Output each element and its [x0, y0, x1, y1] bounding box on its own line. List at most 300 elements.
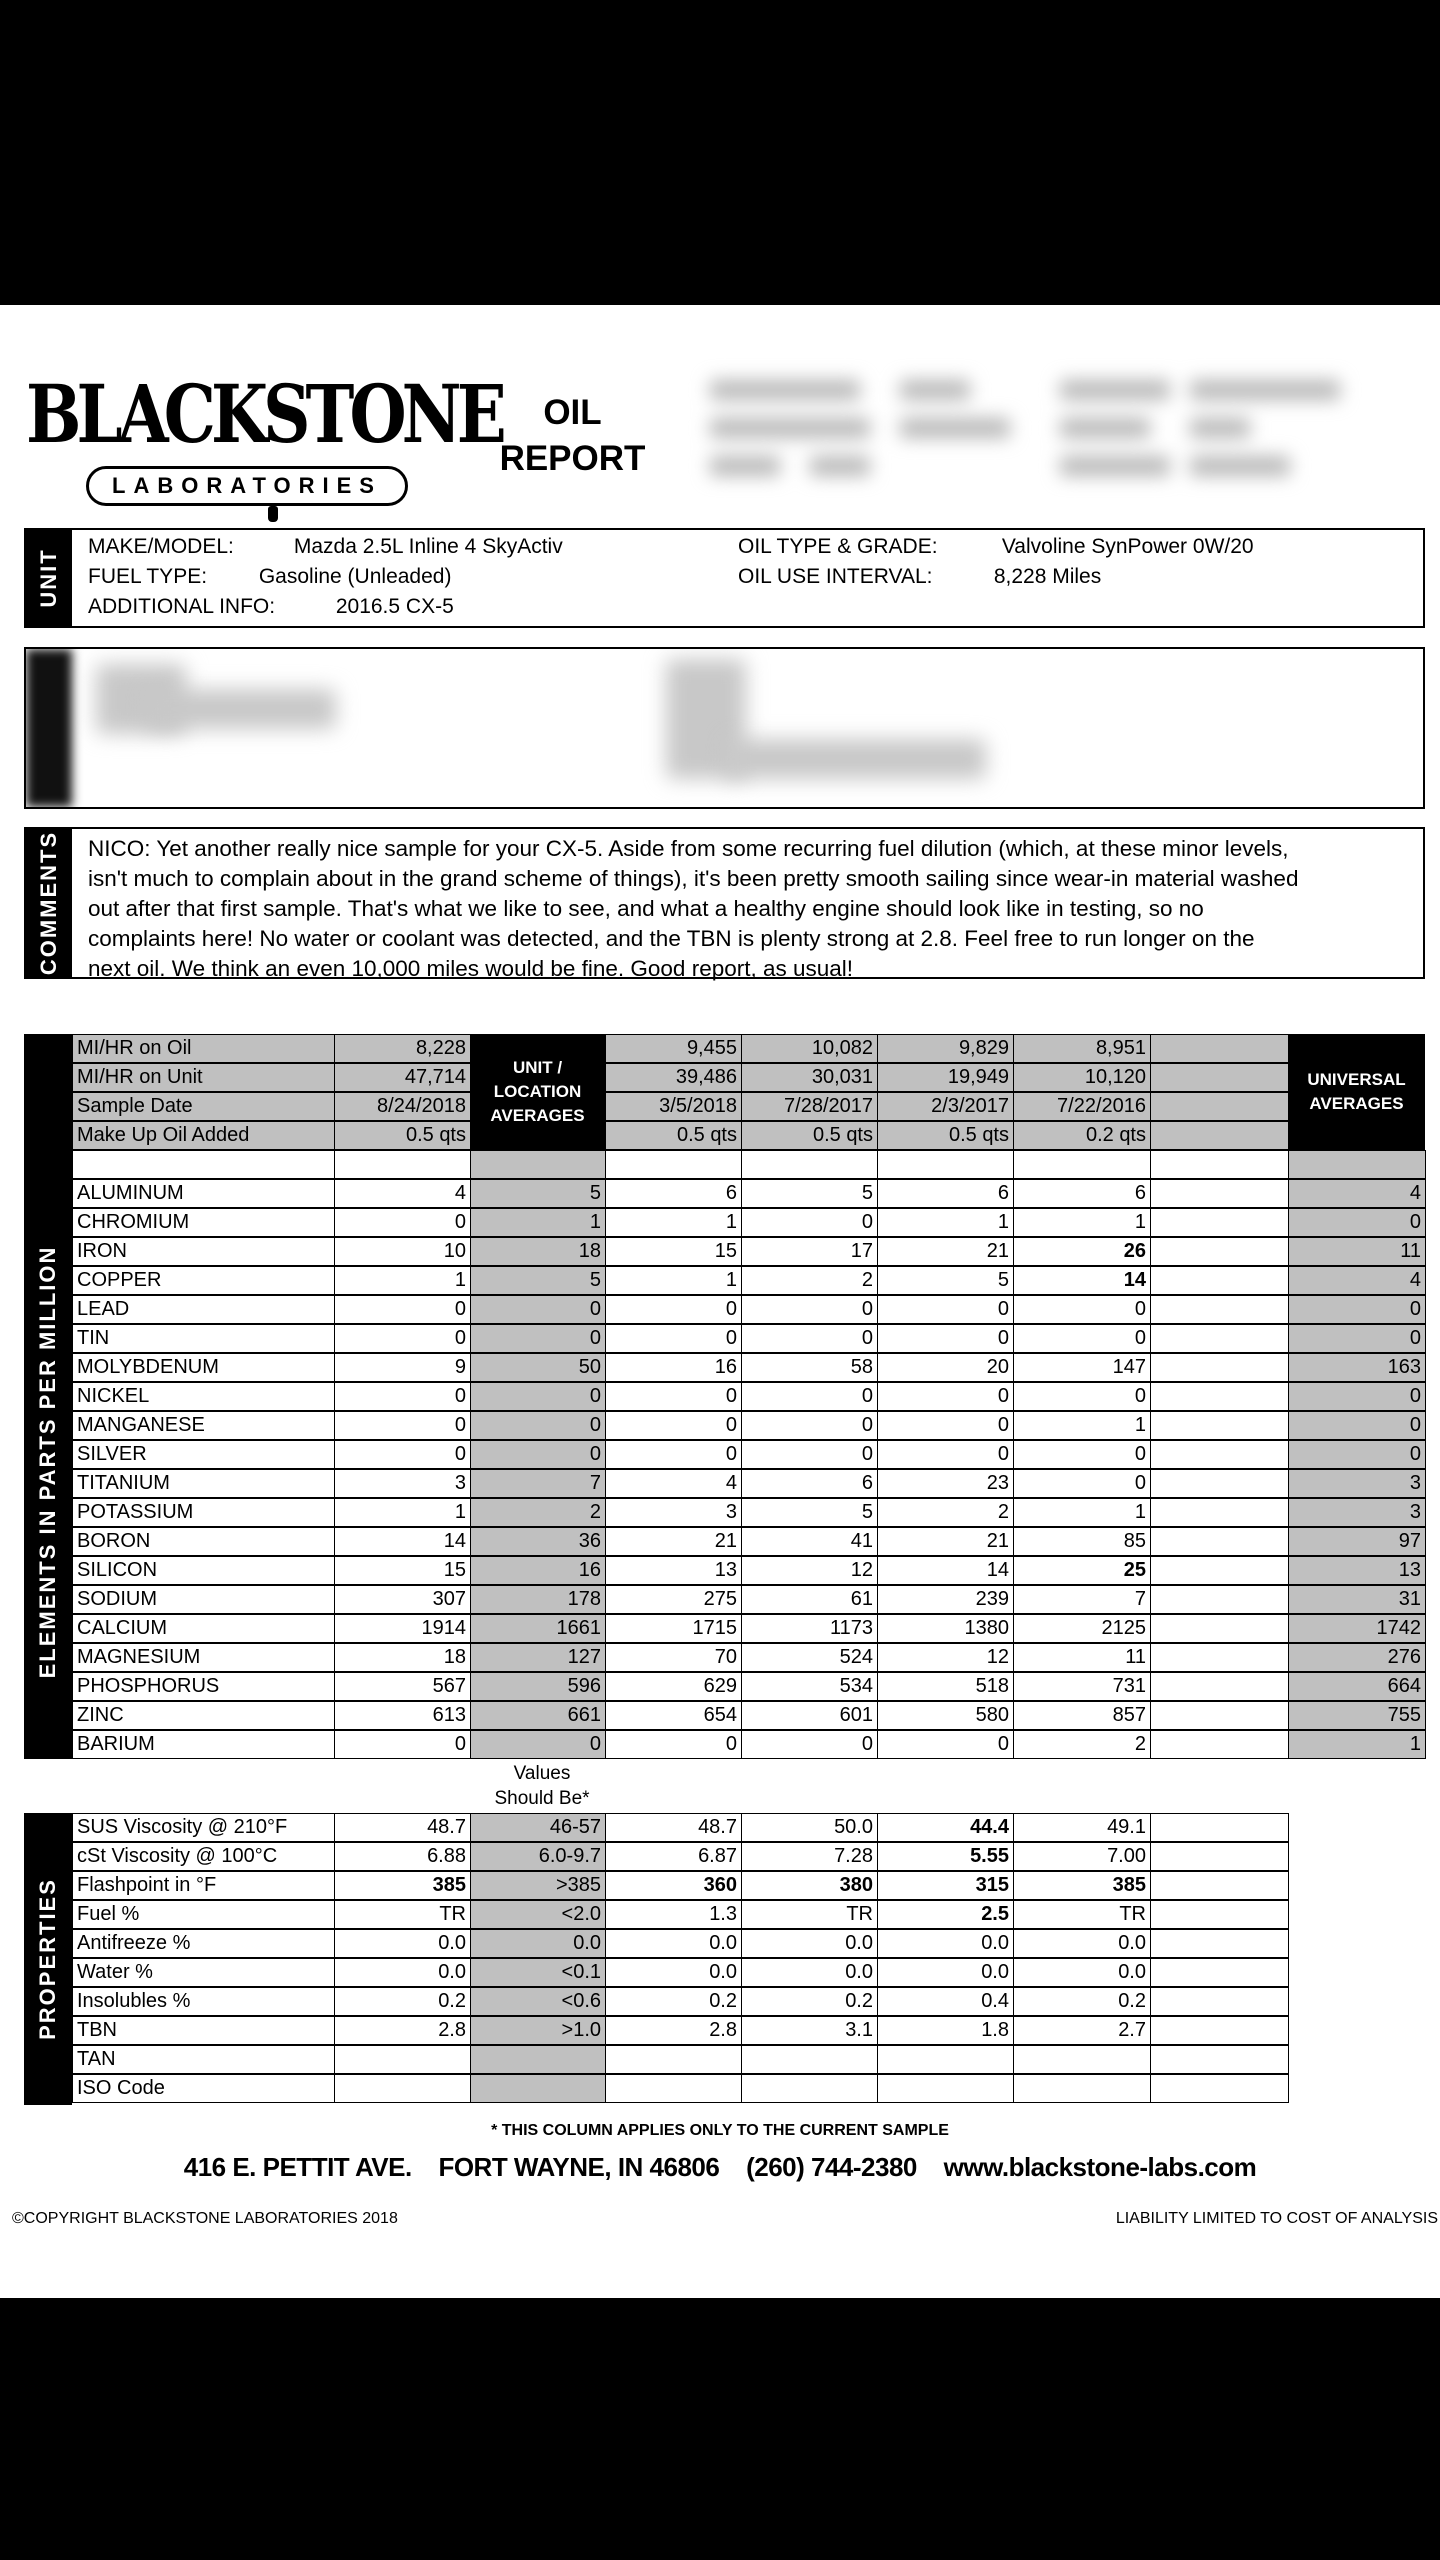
history-property-value — [877, 2045, 1014, 2074]
empty-cell — [1150, 1150, 1289, 1179]
element-name: CHROMIUM — [72, 1208, 335, 1237]
element-row — [72, 1672, 1425, 1701]
current-property-value: TR — [334, 1900, 471, 1929]
history-property-value: 0.0 — [877, 1958, 1014, 1987]
history-ppm-value — [1150, 1266, 1289, 1295]
history-property-value — [605, 2074, 742, 2103]
current-ppm-value: 0 — [334, 1208, 471, 1237]
history-ppm-value: 23 — [877, 1469, 1014, 1498]
redacted-block — [726, 739, 986, 779]
history-property-value — [877, 2074, 1014, 2103]
history-ppm-value — [1150, 1324, 1289, 1353]
current-property-value — [334, 2074, 471, 2103]
property-row — [72, 2074, 1425, 2103]
history-property-value: 360 — [605, 1871, 742, 1900]
history-ppm-value: 0 — [741, 1208, 878, 1237]
website-link[interactable]: www.blackstone-labs.com — [943, 2152, 1257, 2182]
report-title — [480, 390, 665, 482]
universal-average-value: 31 — [1288, 1585, 1426, 1614]
current-ppm-value: 0 — [334, 1295, 471, 1324]
current-sample-value: 8/24/2018 — [334, 1092, 471, 1121]
element-name: BARIUM — [72, 1730, 335, 1759]
should-be-range: <0.1 — [470, 1958, 606, 1987]
history-sample-value — [1150, 1092, 1289, 1121]
history-ppm-value: 731 — [1013, 1672, 1151, 1701]
element-name: COPPER — [72, 1266, 335, 1295]
current-property-value — [334, 2045, 471, 2074]
current-ppm-value: 0 — [334, 1730, 471, 1759]
history-ppm-value: 11 — [1013, 1643, 1151, 1672]
unit-average-value: 0 — [470, 1440, 606, 1469]
history-ppm-value: 0 — [1013, 1295, 1151, 1324]
history-sample-value: 10,082 — [741, 1034, 878, 1063]
history-property-value: 1.3 — [605, 1900, 742, 1929]
history-sample-value: 8,951 — [1013, 1034, 1151, 1063]
history-property-value: 6.87 — [605, 1842, 742, 1871]
history-ppm-value: 21 — [605, 1527, 742, 1556]
fuel-type-label: FUEL TYPE: — [88, 565, 208, 588]
history-ppm-value — [1150, 1585, 1289, 1614]
history-ppm-value: 629 — [605, 1672, 742, 1701]
history-ppm-value — [1150, 1672, 1289, 1701]
empty-cell — [72, 1150, 335, 1179]
history-property-value: 50.0 — [741, 1813, 878, 1842]
history-ppm-value — [1150, 1440, 1289, 1469]
history-ppm-value — [1150, 1353, 1289, 1382]
history-ppm-value — [1150, 1498, 1289, 1527]
history-property-value — [1013, 2045, 1151, 2074]
empty-cell — [741, 1150, 878, 1179]
history-sample-value — [1150, 1034, 1289, 1063]
element-name: ALUMINUM — [72, 1179, 335, 1208]
history-ppm-value: 0 — [741, 1382, 878, 1411]
property-row — [72, 1842, 1425, 1871]
history-ppm-value: 41 — [741, 1527, 878, 1556]
history-property-value — [741, 2045, 878, 2074]
history-ppm-value: 1173 — [741, 1614, 878, 1643]
copyright-notice: ©COPYRIGHT BLACKSTONE LABORATORIES 2018 — [12, 2210, 398, 2227]
history-property-value: 2.7 — [1013, 2016, 1151, 2045]
history-sample-value: 0.5 qts — [605, 1121, 742, 1150]
history-sample-value: 0.5 qts — [877, 1121, 1014, 1150]
universal-average-value: 13 — [1288, 1556, 1426, 1585]
history-ppm-value: 14 — [877, 1556, 1014, 1585]
history-ppm-value: 1715 — [605, 1614, 742, 1643]
current-ppm-value: 18 — [334, 1643, 471, 1672]
elements-sidebar — [24, 1034, 72, 1759]
history-ppm-value — [1150, 1411, 1289, 1440]
history-ppm-value — [1150, 1643, 1289, 1672]
unit-average-value: 2 — [470, 1498, 606, 1527]
history-ppm-value: 14 — [1013, 1266, 1151, 1295]
element-row — [72, 1556, 1425, 1585]
history-ppm-value: 6 — [1013, 1179, 1151, 1208]
property-row — [72, 1929, 1425, 1958]
current-property-value: 385 — [334, 1871, 471, 1900]
element-name: IRON — [72, 1237, 335, 1266]
element-row — [72, 1527, 1425, 1556]
element-row — [72, 1701, 1425, 1730]
universal-average-value: 0 — [1288, 1411, 1426, 1440]
history-ppm-value: 580 — [877, 1701, 1014, 1730]
elements-section-label: ELEMENTS IN PARTS PER MILLION — [35, 1245, 60, 1679]
property-name: TAN — [72, 2045, 335, 2074]
history-property-value: 2.5 — [877, 1900, 1014, 1929]
history-ppm-value: 16 — [605, 1353, 742, 1382]
history-ppm-value: 0 — [605, 1411, 742, 1440]
universal-average-value: 3 — [1288, 1498, 1426, 1527]
values-should-be-header — [467, 1761, 617, 1811]
universal-average-value: 755 — [1288, 1701, 1426, 1730]
history-sample-value: 9,829 — [877, 1034, 1014, 1063]
universal-average-value: 0 — [1288, 1440, 1426, 1469]
properties-table — [24, 1813, 1425, 2105]
redacted-customer-info — [710, 370, 1350, 490]
empty-cell — [1288, 1150, 1426, 1179]
history-ppm-value: 1 — [1013, 1411, 1151, 1440]
history-ppm-value: 13 — [605, 1556, 742, 1585]
unit-section — [24, 528, 1425, 628]
history-ppm-value: 26 — [1013, 1237, 1151, 1266]
history-property-value: 0.2 — [605, 1987, 742, 2016]
history-ppm-value: 85 — [1013, 1527, 1151, 1556]
history-ppm-value: 21 — [877, 1527, 1014, 1556]
property-row — [72, 1900, 1425, 1929]
element-name: TITANIUM — [72, 1469, 335, 1498]
history-property-value: 49.1 — [1013, 1813, 1151, 1842]
history-ppm-value: 1 — [605, 1208, 742, 1237]
sample-info-label: MI/HR on Oil — [72, 1034, 335, 1063]
element-name: SILICON — [72, 1556, 335, 1585]
history-ppm-value: 0 — [877, 1440, 1014, 1469]
history-property-value — [1150, 2074, 1289, 2103]
oil-type-value: Valvoline SynPower 0W/20 — [1001, 535, 1254, 558]
oil-type-label: OIL TYPE & GRADE: — [738, 535, 938, 558]
element-row — [72, 1208, 1425, 1237]
history-ppm-value: 17 — [741, 1237, 878, 1266]
property-row — [72, 2045, 1425, 2074]
elements-table — [24, 1034, 1425, 1759]
history-ppm-value: 0 — [605, 1324, 742, 1353]
unit-average-value: 596 — [470, 1672, 606, 1701]
history-property-value: 0.0 — [1013, 1929, 1151, 1958]
oil-report-page — [0, 305, 1440, 2298]
universal-average-value: 97 — [1288, 1527, 1426, 1556]
history-property-value — [1150, 1929, 1289, 1958]
current-sample-value: 0.5 qts — [334, 1121, 471, 1150]
element-name: PHOSPHORUS — [72, 1672, 335, 1701]
current-property-value: 48.7 — [334, 1813, 471, 1842]
history-property-value: 44.4 — [877, 1813, 1014, 1842]
unit-average-value: 0 — [470, 1382, 606, 1411]
history-property-value: 380 — [741, 1871, 878, 1900]
element-row — [72, 1498, 1425, 1527]
unit-average-value: 0 — [470, 1411, 606, 1440]
element-name: MAGNESIUM — [72, 1643, 335, 1672]
property-name: Flashpoint in °F — [72, 1871, 335, 1900]
history-ppm-value: 70 — [605, 1643, 742, 1672]
make-model-value: Mazda 2.5L Inline 4 SkyActiv — [293, 535, 563, 558]
history-sample-value — [1150, 1063, 1289, 1092]
comments-sidebar — [26, 829, 72, 977]
history-ppm-value: 518 — [877, 1672, 1014, 1701]
history-ppm-value — [1150, 1382, 1289, 1411]
current-ppm-value: 15 — [334, 1556, 471, 1585]
history-sample-value: 7/22/2016 — [1013, 1092, 1151, 1121]
spacer-row — [72, 1150, 1425, 1179]
history-ppm-value: 0 — [605, 1295, 742, 1324]
should-be-range: <2.0 — [470, 1900, 606, 1929]
element-name: TIN — [72, 1324, 335, 1353]
history-ppm-value — [1150, 1527, 1289, 1556]
history-ppm-value: 2 — [1013, 1730, 1151, 1759]
history-ppm-value: 0 — [877, 1411, 1014, 1440]
history-ppm-value: 6 — [877, 1179, 1014, 1208]
history-sample-value: 3/5/2018 — [605, 1092, 742, 1121]
history-ppm-value: 524 — [741, 1643, 878, 1672]
universal-average-value: 3 — [1288, 1469, 1426, 1498]
comments-section-label: COMMENTS — [36, 830, 61, 976]
universal-average-value: 4 — [1288, 1179, 1426, 1208]
element-name: NICKEL — [72, 1382, 335, 1411]
history-ppm-value: 2 — [741, 1266, 878, 1295]
element-row — [72, 1585, 1425, 1614]
comments-section — [24, 827, 1425, 979]
property-name: Fuel % — [72, 1900, 335, 1929]
universal-average-value: 276 — [1288, 1643, 1426, 1672]
liability-notice: LIABILITY LIMITED TO COST OF ANALYSIS — [1115, 2210, 1438, 2227]
oil-interval-label: OIL USE INTERVAL: — [738, 565, 933, 588]
current-sample-value: 47,714 — [334, 1063, 471, 1092]
history-ppm-value: 1 — [877, 1208, 1014, 1237]
properties-section-label: PROPERTIES — [35, 1878, 60, 2040]
unit-average-value: 5 — [470, 1179, 606, 1208]
unit-average-value: 5 — [470, 1266, 606, 1295]
history-ppm-value: 5 — [741, 1498, 878, 1527]
current-property-value: 6.88 — [334, 1842, 471, 1871]
unit-average-value: 127 — [470, 1643, 606, 1672]
unit-average-value: 36 — [470, 1527, 606, 1556]
column-footnote: * THIS COLUMN APPLIES ONLY TO THE CURRENT SAMPLE — [491, 2122, 949, 2139]
additional-info-row — [88, 595, 454, 619]
history-ppm-value: 21 — [877, 1237, 1014, 1266]
universal-average-value: 11 — [1288, 1237, 1426, 1266]
should-be-range: >1.0 — [470, 2016, 606, 2045]
history-property-value: 0.0 — [605, 1958, 742, 1987]
history-sample-value: 0.2 qts — [1013, 1121, 1151, 1150]
history-ppm-value: 61 — [741, 1585, 878, 1614]
history-property-value — [605, 2045, 742, 2074]
universal-average-value: 0 — [1288, 1295, 1426, 1324]
current-property-value: 2.8 — [334, 2016, 471, 2045]
history-property-value — [1013, 2074, 1151, 2103]
history-ppm-value: 5 — [877, 1266, 1014, 1295]
unit-average-value: 661 — [470, 1701, 606, 1730]
history-sample-value — [1150, 1121, 1289, 1150]
empty-cell — [1013, 1150, 1151, 1179]
universal-average-value: 0 — [1288, 1208, 1426, 1237]
property-name: Water % — [72, 1958, 335, 1987]
history-ppm-value — [1150, 1208, 1289, 1237]
current-ppm-value: 307 — [334, 1585, 471, 1614]
history-ppm-value: 0 — [605, 1382, 742, 1411]
history-property-value: 0.0 — [1013, 1958, 1151, 1987]
history-ppm-value: 0 — [1013, 1382, 1151, 1411]
current-ppm-value: 0 — [334, 1440, 471, 1469]
history-ppm-value: 20 — [877, 1353, 1014, 1382]
unit-average-value: 18 — [470, 1237, 606, 1266]
history-property-value — [1150, 1842, 1289, 1871]
unit-average-value: 1661 — [470, 1614, 606, 1643]
current-ppm-value: 10 — [334, 1237, 471, 1266]
history-sample-value: 7/28/2017 — [741, 1092, 878, 1121]
element-row — [72, 1440, 1425, 1469]
history-property-value — [1150, 1900, 1289, 1929]
should-be-range: <0.6 — [470, 1987, 606, 2016]
unit-average-value: 50 — [470, 1353, 606, 1382]
property-row — [72, 1871, 1425, 1900]
history-property-value — [741, 2074, 878, 2103]
history-property-value: TR — [1013, 1900, 1151, 1929]
history-ppm-value: 58 — [741, 1353, 878, 1382]
history-property-value: 315 — [877, 1871, 1014, 1900]
property-name: TBN — [72, 2016, 335, 2045]
history-property-value: 385 — [1013, 1871, 1151, 1900]
history-property-value: TR — [741, 1900, 878, 1929]
history-ppm-value: 0 — [877, 1382, 1014, 1411]
unit-average-value: 7 — [470, 1469, 606, 1498]
current-ppm-value: 3 — [334, 1469, 471, 1498]
element-name: POTASSIUM — [72, 1498, 335, 1527]
history-ppm-value: 0 — [741, 1324, 878, 1353]
current-ppm-value: 613 — [334, 1701, 471, 1730]
current-property-value: 0.2 — [334, 1987, 471, 2016]
history-ppm-value: 1 — [1013, 1208, 1151, 1237]
element-name: MANGANESE — [72, 1411, 335, 1440]
history-ppm-value: 0 — [877, 1730, 1014, 1759]
unit-average-value: 1 — [470, 1208, 606, 1237]
element-row — [72, 1614, 1425, 1643]
property-name: Antifreeze % — [72, 1929, 335, 1958]
history-ppm-value — [1150, 1469, 1289, 1498]
make-model-label: MAKE/MODEL: — [88, 535, 234, 558]
history-ppm-value: 0 — [1013, 1324, 1151, 1353]
street-address: 416 E. PETTIT AVE. — [183, 2152, 412, 2182]
history-ppm-value: 0 — [1013, 1440, 1151, 1469]
property-name: Insolubles % — [72, 1987, 335, 2016]
current-ppm-value: 1 — [334, 1266, 471, 1295]
history-property-value: 0.0 — [741, 1929, 878, 1958]
should-be-range: 0.0 — [470, 1929, 606, 1958]
sample-info-row — [72, 1034, 1425, 1063]
history-ppm-value — [1150, 1179, 1289, 1208]
values-should-be-line1: Values — [513, 1763, 571, 1784]
sample-info-row — [72, 1092, 1425, 1121]
history-ppm-value: 654 — [605, 1701, 742, 1730]
history-ppm-value: 6 — [741, 1469, 878, 1498]
unit-average-value: 0 — [470, 1295, 606, 1324]
history-ppm-value: 25 — [1013, 1556, 1151, 1585]
universal-averages-header: UNIVERSAL AVERAGES — [1288, 1034, 1425, 1150]
element-row — [72, 1643, 1425, 1672]
history-ppm-value — [1150, 1730, 1289, 1759]
history-property-value: 0.0 — [605, 1929, 742, 1958]
history-sample-value: 19,949 — [877, 1063, 1014, 1092]
make-model-row — [88, 535, 563, 559]
current-ppm-value: 567 — [334, 1672, 471, 1701]
history-ppm-value: 0 — [741, 1730, 878, 1759]
history-property-value: 2.8 — [605, 2016, 742, 2045]
sample-info-label: Sample Date — [72, 1092, 335, 1121]
history-ppm-value: 12 — [877, 1643, 1014, 1672]
current-ppm-value: 1914 — [334, 1614, 471, 1643]
history-ppm-value: 0 — [877, 1295, 1014, 1324]
history-property-value: 0.0 — [877, 1929, 1014, 1958]
history-property-value — [1150, 1958, 1289, 1987]
additional-info-value: 2016.5 CX-5 — [335, 595, 454, 618]
universal-average-value: 0 — [1288, 1382, 1426, 1411]
sample-info-row — [72, 1063, 1425, 1092]
element-name: LEAD — [72, 1295, 335, 1324]
oil-type-row — [738, 535, 1254, 559]
history-ppm-value: 0 — [1013, 1469, 1151, 1498]
property-name: SUS Viscosity @ 210°F — [72, 1813, 335, 1842]
history-property-value — [1150, 1987, 1289, 2016]
history-ppm-value — [1150, 1295, 1289, 1324]
history-ppm-value — [1150, 1556, 1289, 1585]
property-row — [72, 1987, 1425, 2016]
sample-info-row — [72, 1121, 1425, 1150]
empty-cell — [605, 1150, 742, 1179]
should-be-range — [470, 2045, 606, 2074]
history-property-value — [1150, 2045, 1289, 2074]
universal-average-value: 163 — [1288, 1353, 1426, 1382]
element-name: BORON — [72, 1527, 335, 1556]
history-ppm-value: 7 — [1013, 1585, 1151, 1614]
unit-average-value: 178 — [470, 1585, 606, 1614]
current-ppm-value: 0 — [334, 1382, 471, 1411]
element-row — [72, 1324, 1425, 1353]
current-ppm-value: 9 — [334, 1353, 471, 1382]
element-row — [72, 1411, 1425, 1440]
history-ppm-value: 0 — [741, 1411, 878, 1440]
history-ppm-value — [1150, 1237, 1289, 1266]
history-sample-value: 30,031 — [741, 1063, 878, 1092]
current-ppm-value: 1 — [334, 1498, 471, 1527]
empty-cell — [334, 1150, 471, 1179]
element-row — [72, 1295, 1425, 1324]
history-ppm-value — [1150, 1701, 1289, 1730]
comments-text: NICO: Yet another really nice sample for your CX-5. Aside from some recurring fuel dilution (which, at these minor levels, isn't much to complain about in the grand scheme of things), it's been pretty smooth sailing since wear-in material washed out after that first sample. That's what we like to see, and what a healthy engine should look like in testing, so no complaints here! No water or coolant was detected, and the TBN is plenty strong at 2.8. Feel free to run longer on the next oil. We think an even 10,000 miles would be fine. Good report, as usual! — [88, 836, 1299, 981]
history-ppm-value: 534 — [741, 1672, 878, 1701]
history-sample-value: 39,486 — [605, 1063, 742, 1092]
element-name: SILVER — [72, 1440, 335, 1469]
fuel-type-row — [88, 565, 451, 589]
history-ppm-value: 147 — [1013, 1353, 1151, 1382]
history-sample-value: 9,455 — [605, 1034, 742, 1063]
universal-average-value: 1742 — [1288, 1614, 1426, 1643]
current-ppm-value: 0 — [334, 1324, 471, 1353]
report-title-line2: REPORT — [499, 439, 646, 478]
values-should-be-line2: Should Be* — [494, 1788, 590, 1809]
history-ppm-value: 2 — [877, 1498, 1014, 1527]
history-property-value — [1150, 1813, 1289, 1842]
unit-average-value: 0 — [470, 1730, 606, 1759]
element-name: CALCIUM — [72, 1614, 335, 1643]
current-property-value: 0.0 — [334, 1929, 471, 1958]
oil-interval-value: 8,228 Miles — [993, 565, 1102, 588]
history-ppm-value: 0 — [605, 1730, 742, 1759]
